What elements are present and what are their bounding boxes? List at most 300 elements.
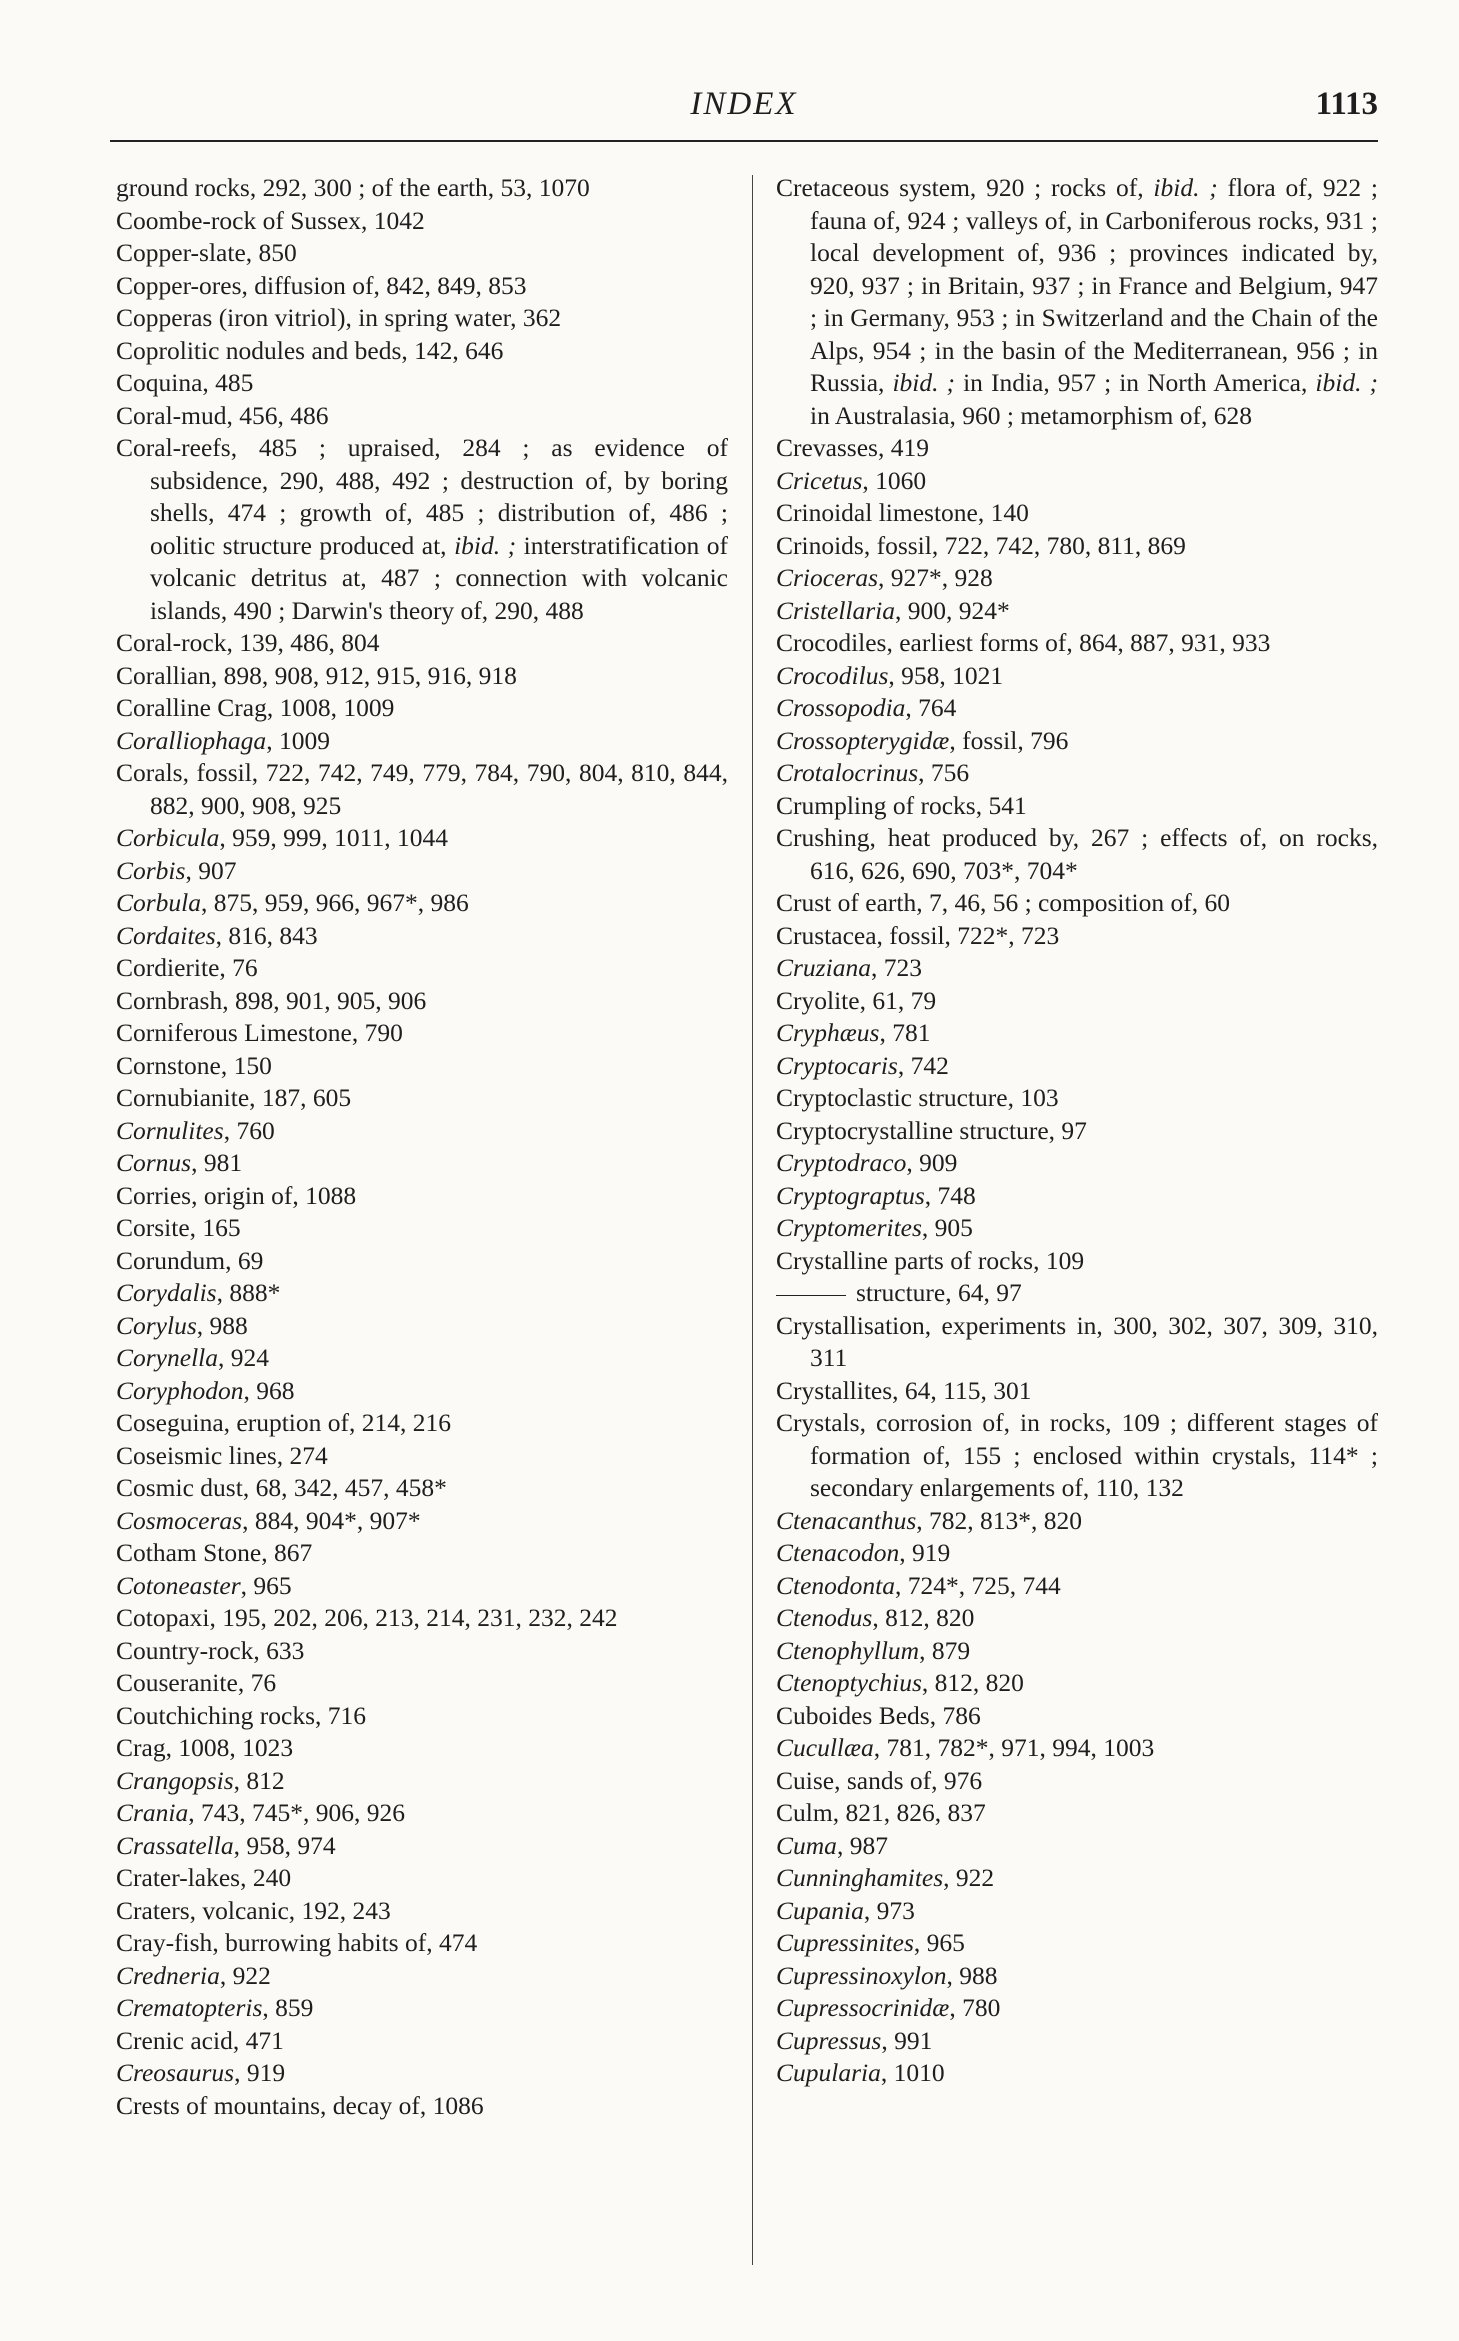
index-term: Coralliophaga: [116, 725, 267, 755]
page-references: , 7, 46, 56 ; composition of, 60: [916, 888, 1231, 917]
index-entry: [776, 1310, 1378, 1375]
index-term: Crocodiles: [776, 628, 887, 657]
page-references: , 968: [243, 1375, 295, 1405]
index-term: Crotalocrinus: [776, 758, 919, 787]
page-references: , 743, 745*, 906, 926: [188, 1798, 406, 1827]
index-term: Cupania: [776, 1895, 864, 1925]
index-entry: [776, 725, 1378, 758]
index-term: Crinoidal limestone: [776, 498, 978, 527]
index-entry: [776, 790, 1378, 823]
index-term: Cupressus: [776, 2025, 882, 2055]
ibid-reference: ibid. ;: [892, 368, 956, 397]
page-references: , 920 ; rocks of,: [969, 173, 1154, 202]
index-entry: [776, 1180, 1378, 1213]
index-term: Cunninghamites: [776, 1863, 944, 1892]
index-references: [925, 1181, 976, 1210]
index-entry: [116, 887, 728, 920]
page-references: , 888*: [216, 1278, 281, 1307]
index-term: Crystals: [776, 1408, 860, 1437]
index-references: [218, 1343, 269, 1372]
index-entry: [776, 497, 1378, 530]
index-entry: [116, 692, 728, 725]
index-entry: [116, 1862, 728, 1895]
index-references: [877, 921, 1060, 950]
index-term: Ctenophyllum: [776, 1635, 920, 1665]
index-term: Crushing: [776, 823, 870, 852]
page-references: , 900, 924*: [895, 595, 1010, 625]
index-references: [266, 726, 330, 755]
index-entry: [776, 1700, 1378, 1733]
index-term: Cryolite: [776, 985, 860, 1015]
index-references: [949, 726, 1068, 755]
index-term: Crenic acid: [116, 2025, 233, 2055]
index-references: [930, 1701, 981, 1730]
page-references: , heat produced by, 267 ; effects of, on rocks, 616, 626, 690, 703*, 704*: [810, 823, 1378, 885]
ibid-reference: ibid. ;: [1153, 173, 1218, 202]
page-references: , 61, 79: [859, 985, 937, 1015]
index-term: Corbis: [116, 855, 186, 885]
page-references: , 76: [219, 953, 258, 982]
index-term: Coquina: [116, 368, 203, 397]
index-entry: [116, 1992, 728, 2025]
index-references: [246, 238, 297, 267]
index-entry: [116, 1635, 728, 1668]
index-entry: [776, 1602, 1378, 1635]
index-term: Coutchiching rocks: [116, 1700, 316, 1730]
index-term: Cornbrash: [116, 985, 223, 1015]
index-references: [916, 1506, 1082, 1535]
index-references: [886, 628, 1270, 657]
page-references: , 884, 904*, 907*: [242, 1505, 421, 1535]
page-references: , 988: [946, 1960, 998, 1990]
page-references: , 724*, 725, 744: [895, 1570, 1061, 1600]
index-entry: [776, 1830, 1378, 1863]
index-term: Coral-rock: [116, 628, 227, 657]
page-references: , 812, 820: [921, 1668, 1024, 1697]
index-references: [241, 1571, 292, 1600]
index-term: Crinoids: [776, 530, 864, 560]
index-term: Cray-fish: [116, 1928, 213, 1957]
page-references: , 240: [240, 1863, 292, 1892]
page-references: , 756: [918, 758, 970, 787]
index-term: Cryptoclastic structure: [776, 1083, 1008, 1112]
index-term: Country-rock: [116, 1635, 254, 1665]
index-term: Culm: [776, 1798, 833, 1827]
index-entry: [116, 1895, 728, 1928]
index-references: [810, 1408, 1378, 1502]
page-references: , diffusion of, 842, 849, 853: [241, 270, 527, 300]
index-entry: [116, 1732, 728, 1765]
index-entry: [116, 400, 728, 433]
index-term: Coseismic lines: [116, 1440, 277, 1470]
index-term: Corbula: [116, 888, 202, 917]
index-entry: [776, 1505, 1378, 1538]
index-references: [243, 1473, 447, 1502]
index-term: Coral-mud: [116, 400, 227, 430]
index-term: Cuise: [776, 1765, 835, 1795]
index-term: Corallian: [116, 660, 211, 690]
index-references: [224, 1116, 275, 1145]
page-references: , 781, 782*, 971, 994, 1003: [873, 1733, 1155, 1762]
index-entry: [776, 627, 1378, 660]
page-references: , 991: [881, 2025, 933, 2055]
index-term: Cryptocaris: [776, 1050, 898, 1080]
page-references: , 109: [1033, 1245, 1085, 1275]
index-entry: [116, 205, 728, 238]
index-references: [976, 791, 1027, 820]
index-term: Ctenoptychius: [776, 1668, 922, 1697]
index-entry: [776, 1050, 1378, 1083]
page-references: , earliest forms of, 864, 887, 931, 933: [886, 628, 1271, 657]
left-column: [116, 172, 728, 2122]
index-entry: [116, 1570, 728, 1603]
index-references: [267, 693, 395, 722]
index-term: Cretaceous system: [776, 173, 970, 202]
ditto-dash: [776, 1295, 846, 1296]
index-entry: [116, 1667, 728, 1700]
page-references: , 748: [924, 1180, 976, 1210]
index-entry: [776, 920, 1378, 953]
page-references: , volcanic, 192, 243: [189, 1895, 391, 1925]
index-references: [872, 1603, 974, 1632]
page-references: , 958, 974: [233, 1830, 336, 1860]
index-entry: [116, 2090, 728, 2123]
page-references: , 69: [225, 1245, 264, 1275]
page-references: , 76: [237, 1668, 277, 1697]
index-entry: [116, 1115, 728, 1148]
index-entry: [776, 1115, 1378, 1148]
page-references: , 97: [1048, 1115, 1087, 1145]
index-term: Couseranite: [116, 1668, 238, 1697]
page-references: structure, 64, 97: [856, 1278, 1022, 1307]
index-references: [1049, 1116, 1087, 1145]
index-term: Crania: [116, 1798, 189, 1827]
page-references: , 973: [863, 1895, 915, 1925]
page-references: of Sussex, 1042: [256, 205, 425, 235]
page-number: 1113: [1315, 86, 1378, 122]
page-references: , 922: [219, 1960, 271, 1990]
index-references: [881, 2026, 932, 2055]
index-entry: [116, 367, 728, 400]
page-references: , corrosion of, in rocks, 109 ; different stages of formation of, 155 ; enclosed within crystals, 114* ; secondary enlargements of, 110, 132: [810, 1408, 1378, 1502]
page-references: , 419: [877, 433, 929, 462]
page-references: , 781: [879, 1018, 931, 1047]
page-references: interstratification of volcanic detritus at, 487 ; connection with volcanic islands, 490 ; Darwin's theory of, 290, 488: [150, 530, 729, 625]
page-references: , decay of, 1086: [320, 2090, 484, 2120]
index-entry: [776, 757, 1378, 790]
index-term: Corundum: [116, 1245, 226, 1275]
index-references: [899, 1538, 950, 1567]
index-term: Crag: [116, 1733, 166, 1762]
page-references: , fossil, 722, 742, 780, 811, 869: [863, 530, 1186, 560]
index-term: Cryptodraco: [776, 1148, 907, 1177]
index-entry: [116, 1180, 728, 1213]
index-term: Cotoneaster: [116, 1570, 241, 1600]
index-references: [234, 1831, 336, 1860]
index-references: [201, 888, 469, 917]
index-entry: [116, 725, 728, 758]
page-references: , 905: [921, 1213, 973, 1242]
page-references: , 981: [191, 1148, 243, 1177]
index-references: [860, 986, 937, 1015]
index-references: [1033, 1246, 1084, 1275]
index-references: [862, 466, 926, 495]
index-entry: [776, 1635, 1378, 1668]
running-head: [110, 86, 1378, 126]
index-entry: [116, 660, 728, 693]
page-references: , 764: [905, 693, 957, 722]
page-references: , 780: [949, 1993, 1001, 2022]
index-references: [210, 1603, 618, 1632]
index-references: [315, 1701, 366, 1730]
index-term: Creosaurus: [116, 2058, 235, 2087]
index-entry: [116, 335, 728, 368]
index-entry: [116, 237, 728, 270]
index-term: Crematopteris: [116, 1993, 263, 2022]
index-references: [197, 1311, 248, 1340]
index-entry: [116, 1440, 728, 1473]
index-term: Craters: [116, 1895, 190, 1925]
index-references: [856, 1278, 1022, 1307]
index-term: Cupressinoxylon: [776, 1960, 947, 1990]
index-references: [878, 563, 993, 592]
index-entry: [116, 1245, 728, 1278]
index-entry: [776, 1147, 1378, 1180]
index-references: [949, 1993, 1000, 2022]
index-references: [895, 1571, 1061, 1600]
index-references: [864, 1896, 915, 1925]
page-references: , 907: [185, 855, 237, 885]
index-entry: [776, 1667, 1378, 1700]
index-references: [226, 628, 379, 657]
page-references: flora of, 922 ; fauna of, 924 ; valleys of, in Carboniferous rocks, 931 ; local development of, 936 ; provinces indicated by, 920, 937 ; in Britain, 937 ; in France and Belgium, 947 ; in Germany, 953 ; in Switzerland and the Chain of the Alps, 954 ; in the basin of the Mediterranean, 956 ; in Russia,: [810, 173, 1378, 397]
page-references: , 790: [351, 1018, 403, 1047]
index-references: [837, 1831, 888, 1860]
index-references: [943, 1863, 994, 1892]
index-term: Corydalis: [116, 1278, 217, 1307]
index-references: [253, 1636, 304, 1665]
index-term: Cristellaria: [776, 595, 896, 625]
index-references: [216, 921, 318, 950]
index-term: Cotham Stone: [116, 1538, 262, 1567]
index-term: Cosmoceras: [116, 1505, 243, 1535]
index-references: [202, 368, 253, 397]
page-references: , eruption of, 214, 216: [223, 1408, 452, 1437]
index-term: Corbicula: [116, 823, 220, 852]
index-references: [892, 1376, 1031, 1405]
index-term: Corniferous Limestone: [116, 1018, 352, 1047]
index-references: [242, 1506, 421, 1535]
index-references: [895, 596, 1010, 625]
page-references: , 879: [919, 1635, 971, 1665]
index-entry: [116, 1375, 728, 1408]
index-entry: [776, 660, 1378, 693]
page-references: , 898, 901, 905, 906: [222, 985, 427, 1015]
index-entry: [776, 1992, 1378, 2025]
index-references: [810, 823, 1378, 885]
page-references: , 274: [276, 1440, 328, 1470]
page-references: , origin of, 1088: [191, 1180, 357, 1210]
index-references: [320, 2091, 484, 2120]
index-entry: [776, 1537, 1378, 1570]
index-entry: [776, 595, 1378, 628]
index-term: Cucullæa: [776, 1733, 874, 1762]
page-references: , 816, 843: [215, 920, 318, 950]
index-term: Crumpling of rocks: [776, 790, 976, 820]
page-references: , 139, 486, 804: [226, 628, 380, 657]
index-entry: [116, 985, 728, 1018]
index-entry: [116, 855, 728, 888]
index-entry: [116, 1797, 728, 1830]
index-term: Crystallisation: [776, 1310, 925, 1340]
index-term: Ctenacanthus: [776, 1505, 917, 1535]
page-references: , 959, 999, 1011, 1044: [219, 823, 448, 852]
page-references: , 821, 826, 837: [832, 1798, 986, 1827]
page-references: , 541: [975, 790, 1027, 820]
index-references: [352, 1018, 403, 1047]
index-references: [226, 401, 328, 430]
index-term: Ctenacodon: [776, 1538, 900, 1567]
page-references: , 150: [220, 1050, 272, 1080]
page-references: , 958, 1021: [888, 660, 1004, 690]
index-entry: [776, 1797, 1378, 1830]
index-references: [810, 173, 1378, 430]
page-references: , 723: [870, 953, 922, 982]
page-references: , 64, 115, 301: [892, 1375, 1032, 1405]
index-term: Cornubianite: [116, 1083, 250, 1112]
index-references: [914, 1928, 965, 1957]
page-references: , 195, 202, 206, 213, 214, 231, 232, 242: [209, 1603, 618, 1632]
page-references: , 850: [245, 238, 297, 267]
index-entry: [116, 270, 728, 303]
page-references: , 875, 959, 966, 967*, 986: [201, 888, 469, 917]
page-references: , 782, 813*, 820: [916, 1505, 1082, 1535]
page-references: , 1009: [266, 725, 330, 755]
index-references: [234, 1766, 285, 1795]
page-references: , 867: [261, 1538, 313, 1567]
page-references: , 760: [223, 1115, 275, 1145]
page-references: , fossil, 722*, 723: [876, 920, 1060, 950]
index-references: [888, 661, 1003, 690]
index-entry: [776, 1570, 1378, 1603]
index-term: Crangopsis: [116, 1765, 234, 1795]
index-entry: [776, 1082, 1378, 1115]
index-term: Crater-lakes: [116, 1863, 241, 1892]
index-term: Cornstone: [116, 1050, 221, 1080]
index-term: Coryphodon: [116, 1375, 244, 1405]
page-references: , 1008, 1009: [266, 693, 395, 722]
index-references: [224, 1408, 451, 1437]
index-entry: [776, 1245, 1378, 1278]
index-entry: [116, 1147, 728, 1180]
index-entry: [116, 920, 728, 953]
index-entry: [776, 1895, 1378, 1928]
index-entry: [776, 2057, 1378, 2090]
page-references: , 965: [913, 1928, 965, 1957]
page-references: , 1010: [880, 2058, 945, 2087]
index-references: [191, 1181, 356, 1210]
ibid-reference: ibid. ;: [454, 530, 517, 560]
index-references: [240, 1863, 291, 1892]
index-term: Coombe-rock: [116, 205, 257, 235]
index-term: Cornus: [116, 1148, 192, 1177]
index-references: [244, 1376, 295, 1405]
index-term: Cruziana: [776, 953, 871, 982]
index-references: [881, 2058, 945, 2087]
page-references: , 716: [315, 1700, 367, 1730]
index-entry: [776, 530, 1378, 563]
index-entry: [116, 757, 728, 822]
page-references: , fossil, 796: [949, 725, 1069, 755]
index-references: [978, 498, 1029, 527]
page-references: , 103: [1007, 1083, 1059, 1112]
index-references: [898, 1051, 949, 1080]
index-references: [864, 531, 1186, 560]
index-term: Crevasses: [776, 433, 878, 462]
page-references: in Australasia, 960 ; metamorphism of, 628: [810, 400, 1252, 430]
index-entry: [776, 172, 1378, 432]
index-references: [262, 1993, 313, 2022]
index-term: Crystallites: [776, 1375, 893, 1405]
index-references: [401, 336, 503, 365]
index-references: [922, 1668, 1024, 1697]
index-term: Cosmic dust: [116, 1473, 243, 1502]
index-entry: [116, 1960, 728, 1993]
index-references: [1008, 1083, 1059, 1112]
index-references: [217, 1278, 281, 1307]
index-references: [185, 856, 236, 885]
index-term: Crioceras: [776, 563, 878, 592]
page-references: , 742: [897, 1050, 949, 1080]
index-term: Crustacea: [776, 920, 877, 950]
index-references: [221, 1051, 272, 1080]
page-references: , 924: [218, 1343, 269, 1372]
index-references: [905, 693, 956, 722]
page-references: , 471: [232, 2025, 284, 2055]
index-entry: [776, 952, 1378, 985]
index-entry: [116, 2025, 728, 2058]
page-references: , 919: [234, 2058, 286, 2087]
index-references: [874, 1733, 1155, 1762]
index-term: Ctenodus: [776, 1603, 873, 1632]
page-references: , experiments in, 300, 302, 307, 309, 310, 311: [810, 1310, 1378, 1372]
index-references: [150, 758, 728, 820]
page-references: , 988: [196, 1310, 248, 1340]
page-references: (iron vitriol), in spring water, 362: [212, 303, 562, 332]
page-title: INDEX: [690, 86, 798, 122]
right-column: [776, 172, 1378, 2090]
index-entry: [116, 172, 728, 205]
index-references: [225, 1246, 263, 1275]
index-references: [188, 1798, 405, 1827]
index-term: Cupressinites: [776, 1928, 914, 1957]
index-references: [150, 433, 728, 625]
index-entry: [776, 1277, 1378, 1310]
index-term: Corsite: [116, 1213, 190, 1242]
index-references: [249, 1083, 351, 1112]
index-entry: [116, 1700, 728, 1733]
index-entry: [776, 1407, 1378, 1505]
index-term: Cryptomerites: [776, 1213, 922, 1242]
index-references: [261, 1538, 312, 1567]
index-term: Copperas: [116, 303, 213, 332]
index-entry: [116, 1082, 728, 1115]
index-entry: [116, 1212, 728, 1245]
index-entry: [776, 887, 1378, 920]
index-term: Crassatella: [116, 1830, 234, 1860]
index-entry: [776, 1960, 1378, 1993]
index-references: [238, 1668, 276, 1697]
